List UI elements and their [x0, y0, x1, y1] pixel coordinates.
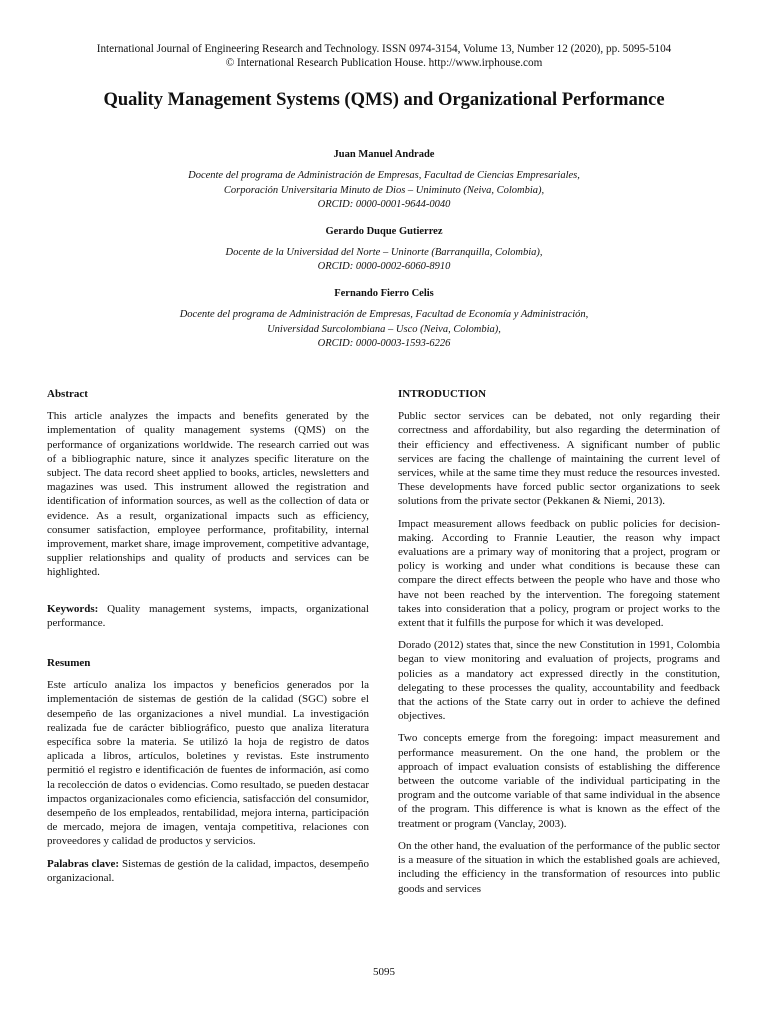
author-name: Fernando Fierro Celis — [334, 287, 434, 299]
intro-paragraph: On the other hand, the evaluation of the performance of the public sector is a measure of the situation in which the established goals are achieved, including the efficiency in the transformation of resources into public goods and services — [398, 839, 720, 895]
intro-paragraph: Public sector services can be debated, not only regarding their correctness and affordability, but also regarding the determination of their efficiency and effectiveness. A significant number of public services are facing the challenge of maintaining the current level of services, while at the same time they must reduce the resources invested. These developments have forced public sector organizations to seek solutions from the private sector (Pekkanen & Niemi, 2013). — [398, 410, 720, 508]
author-block — [40, 225, 728, 275]
author-affiliation — [40, 246, 728, 275]
abstract-text: This article analyzes the impacts and benefits generated by the implementation of quality management systems (QMS) on the performance of organizations worldwide. The research carried out was of a bibliographic nature, since it analyzes specific literature on the subject. The data record sheet applied to books, articles, newsletters and magazines was used. This instrument allowed the registration and identification of information sources, as well as the collection of data or evidence. As a result, organizational impacts such as efficiency, consumer satisfaction, employee performance, profitability, internal improvement, market share, image improvement, competitive advantage, supplier relationships and quality of products and services can be highlighted. — [47, 410, 369, 579]
paper-title: Quality Management Systems (QMS) and Organizational Performance — [103, 90, 665, 110]
author-affiliation — [40, 308, 728, 351]
author-list — [40, 148, 728, 363]
abstract-heading: Abstract — [47, 388, 88, 400]
resumen-heading: Resumen — [47, 657, 91, 670]
orcid-line: ORCID: 0000-0001-9644-0040 — [317, 199, 451, 211]
author-block — [40, 287, 728, 352]
journal-header — [30, 42, 738, 70]
keywords-text: Quality management systems, impacts, organizational performance. — [47, 602, 369, 629]
author-name: Gerardo Duque Gutierrez — [325, 225, 443, 237]
palabras-clave-text: Sistemas de gestión de la calidad, impactos, desempeño organizacional. — [47, 857, 369, 884]
affiliation-line: Docente del programa de Administración de Empresas, Facultad de Economía y Administración, — [179, 309, 589, 321]
orcid-line: ORCID: 0000-0003-1593-6226 — [317, 338, 451, 350]
intro-paragraph: Two concepts emerge from the foregoing: impact measurement and performance measurement. On the one hand, the problem or the approach of impact evaluation consists of establishing the difference between the outcome variable of the individual participating in the program and the outcome variable of that same individual in the absence of the program. This difference is what is known as the effect of the treatment or program (Vanclay, 2003). — [398, 732, 720, 830]
author-affiliation — [40, 169, 728, 212]
page-number: 5095 — [373, 966, 395, 978]
intro-paragraph: Dorado (2012) states that, since the new Constitution in 1991, Colombia began to view monitoring and evaluation of projects, programs and policies as a mandatory act expressed directly in the constitution, delegating to these processes the quality, accountability and feedback that the actions of the State carry out in order to achieve the defined objectives. — [398, 639, 720, 723]
publisher-line: © International Research Publication House. http://www.irphouse.com — [225, 57, 543, 69]
resumen-text: Este artículo analiza los impactos y beneficios generados por la implementación de sistemas de gestión de la calidad (SGC) sobre el desempeño de las organizaciones a nivel mundial. La investigación realizada fue de carácter bibliográfico, puesto que analiza literatura específica sobre la materia. Se utilizó la hoja de registro de datos aplicada a libros, artículos, boletines y revistas. Este instrumento permitió el registro e identificación de fuentes de información, así como la recolección de datos o evidencias. Como resultado, se pueden destacar impactos organizacionales como eficiencia, satisfacción del consumidor, desempeño de los empleados, rentabilidad, mejora interna, participación de mercado, mejora de imagen, ventaja competitiva, relaciones con proveedores y calidad de productos y servicios. — [47, 679, 369, 848]
affiliation-line: Corporación Universitaria Minuto de Dios – Uniminuto (Neiva, Colombia), — [223, 184, 545, 196]
author-name: Juan Manuel Andrade — [333, 149, 435, 160]
keywords-label: Keywords: — [47, 602, 99, 615]
affiliation-line: Universidad Surcolombiana – Usco (Neiva, Colombia), — [267, 323, 501, 335]
left-column — [47, 387, 369, 893]
right-column — [398, 387, 720, 904]
author-block — [40, 148, 728, 213]
palabras-clave — [47, 857, 369, 885]
orcid-line: ORCID: 0000-0002-6060-8910 — [317, 261, 451, 273]
intro-paragraph: Impact measurement allows feedback on public policies for decision-making. According to Frannie Leautier, the reason why impact evaluations are a primary way of monitoring that a project, program or policy is working and under what conditions is because these can compare the direct effects between the people who have and those who have not been reached by the intervention. The foregoing statement takes into consideration that a policy, program or project works to the extent that it fulfills the purpose for which it was developed. — [398, 517, 720, 630]
journal-citation: International Journal of Engineering Research and Technology. ISSN 0974-3154, Volume 13, Number 12 (2020), pp. 5095-5104 — [96, 43, 672, 55]
introduction-heading: INTRODUCTION — [398, 388, 487, 400]
palabras-clave-label: Palabras clave: — [47, 857, 120, 870]
keywords — [47, 602, 369, 630]
affiliation-line: Docente de la Universidad del Norte – Uninorte (Barranquilla, Colombia), — [225, 247, 543, 259]
affiliation-line: Docente del programa de Administración de Empresas, Facultad de Ciencias Empresariales, — [188, 170, 580, 182]
